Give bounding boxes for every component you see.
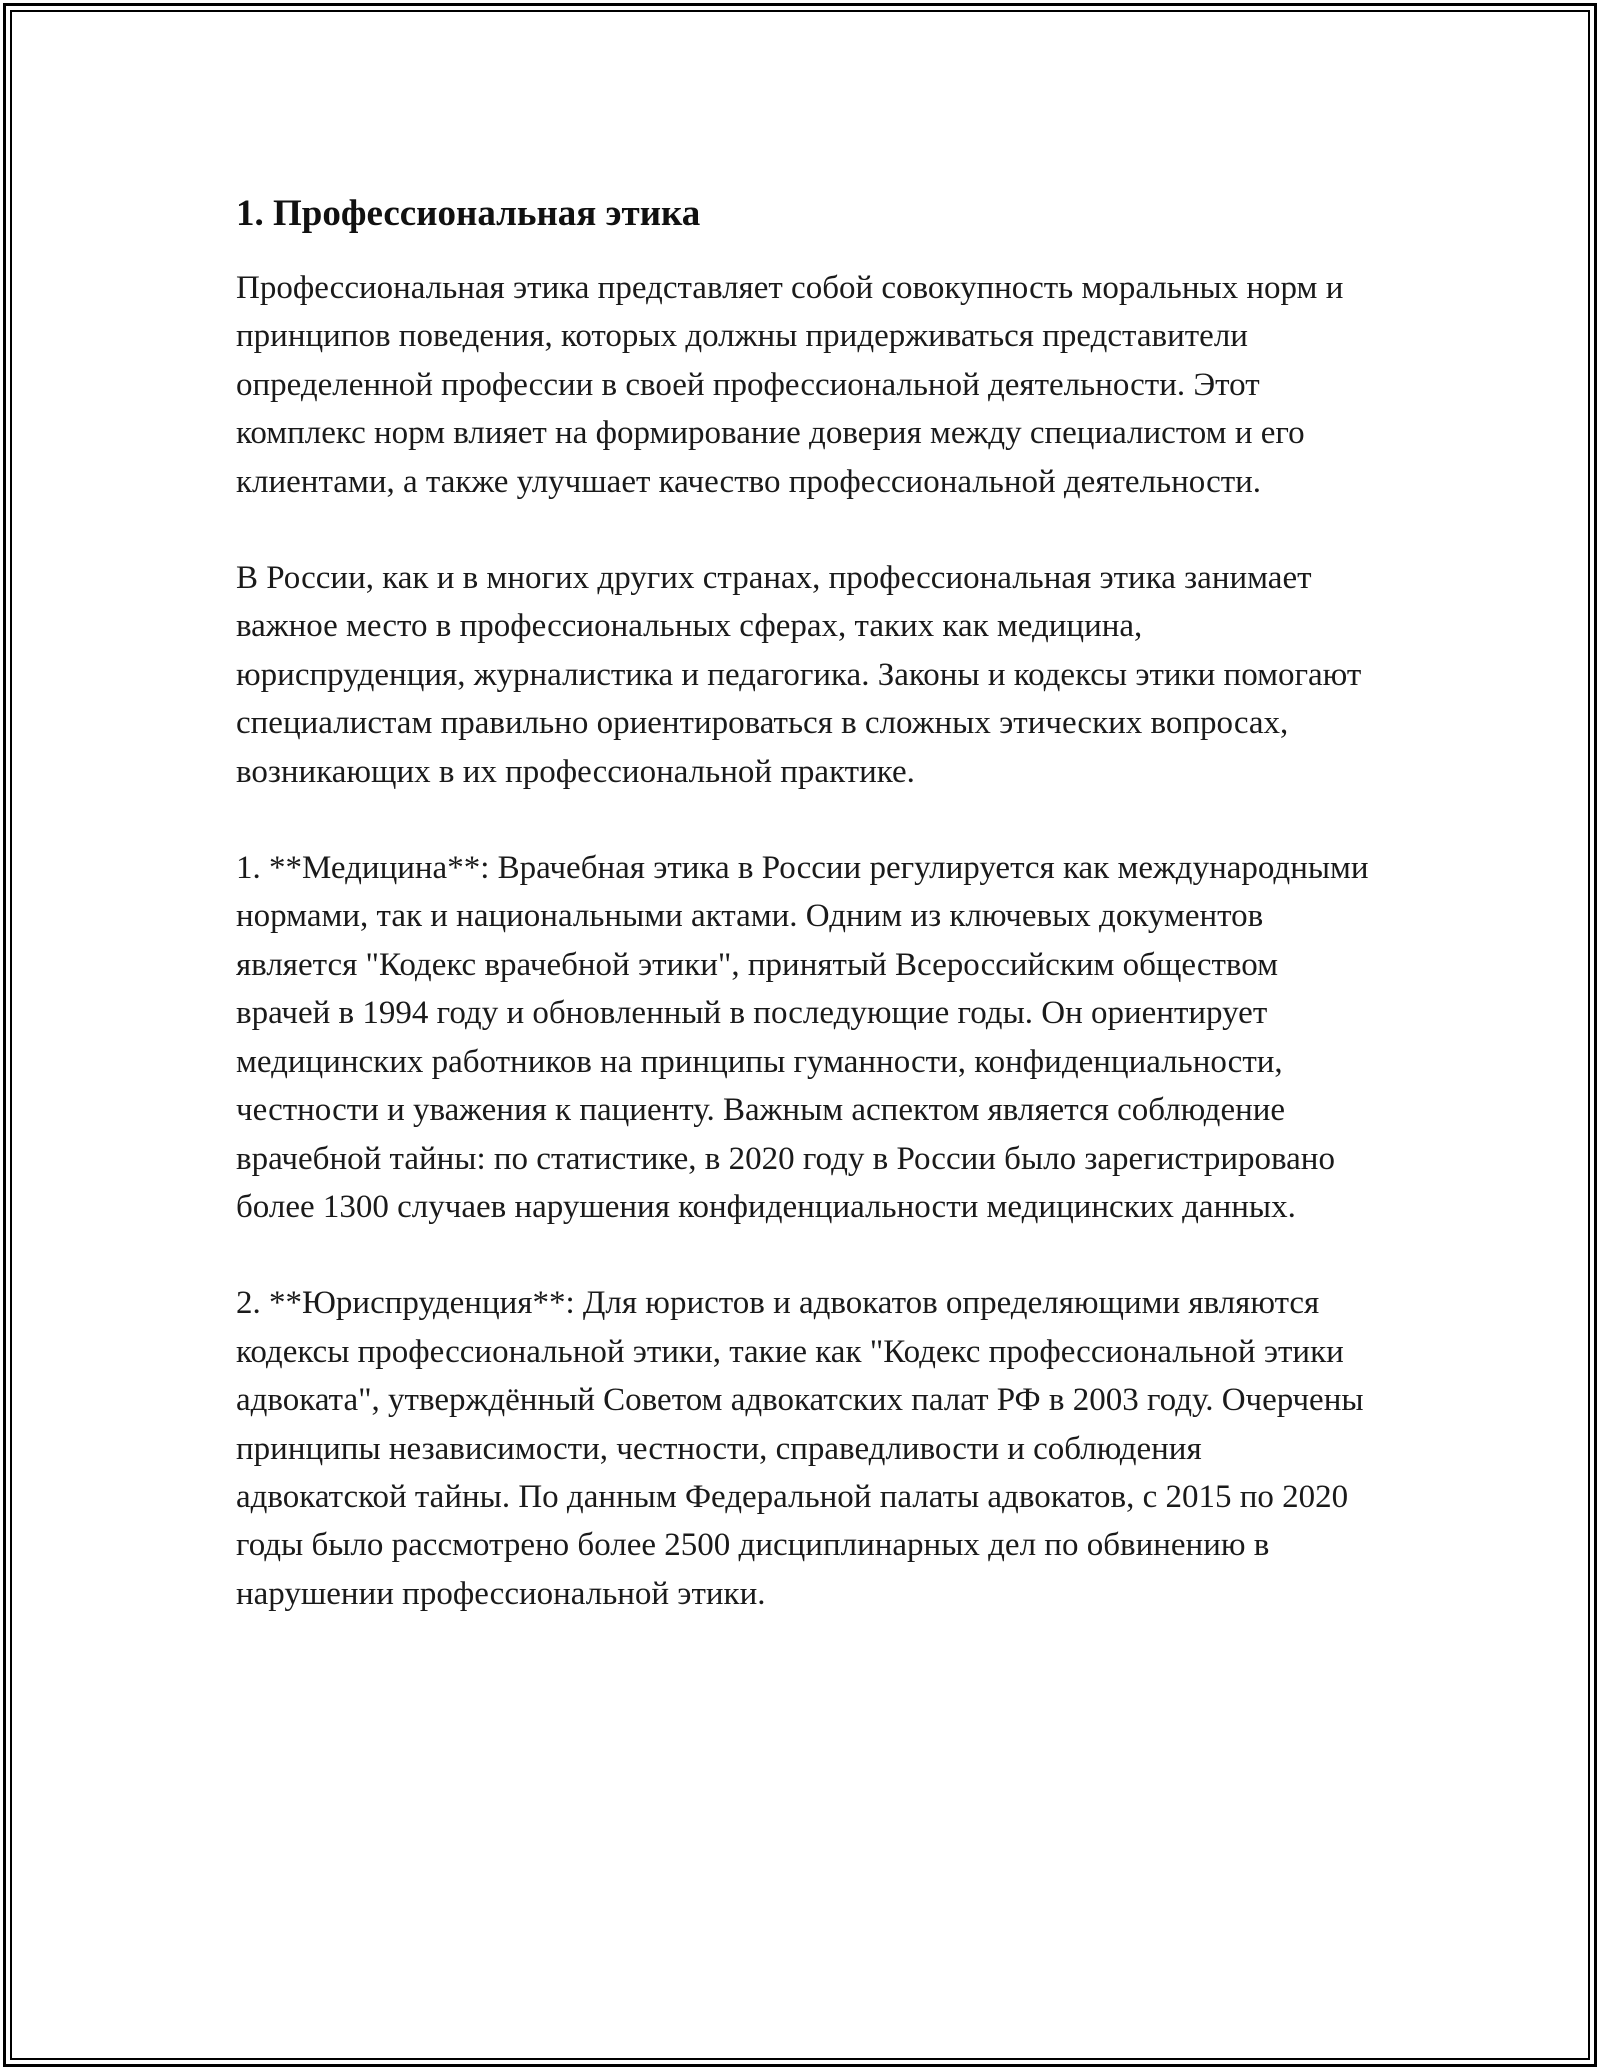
paragraph-medicine: 1. **Медицина**: Врачебная этика в России регулируется как международными нормами, так и национальными актами. Одним из ключевых документов является "Кодекс врачебной этики", принятый Всероссийским обществом врачей в 1994 году и обновленный в последующие годы. Он ориентирует медицинских работников на принципы гуманности, конфиденциальности, честности и уважения к пациенту. Важным аспектом является соблюдение врачебной тайны: по статистике, в 2020 году в России было зарегистрировано более 1300 случаев нарушения конфиденциальности медицинских данных. <box>236 850 1369 1225</box>
paragraph-russia-context: В России, как и в многих других странах, профессиональная этика занимает важное место в профессиональных сферах, таких как медицина, юриспруденция, журналистика и педагогика. Законы и кодексы этики помогают специалистам правильно ориентироваться в сложных этических вопросах, возникающих в их профессиональной практике. <box>236 560 1362 790</box>
paragraph-jurisprudence: 2. **Юриспруденция**: Для юристов и адвокатов определяющими являются кодексы профессиональной этики, такие как "Кодекс профессиональной этики адвоката", утверждённый Советом адвокатских палат РФ в 2003 году. Очерчены принципы независимости, честности, справедливости и соблюдения адвокатской тайны. По данным Федеральной палаты адвокатов, с 2015 по 2020 годы было рассмотрено более 2500 дисциплинарных дел по обвинению в нарушении профессиональной этики. <box>236 1285 1364 1612</box>
paragraph-intro: Профессиональная этика представляет собой совокупность моральных норм и принципов поведения, которых должны придерживаться представители определенной профессии в своей профессиональной деятельности. Этот комплекс норм влияет на формирование доверия между специалистом и его клиентами, а также улучшает качество профессиональной деятельности. <box>236 270 1344 500</box>
document-body <box>236 186 1376 1666</box>
section-heading: 1. Профессиональная этика <box>236 193 701 234</box>
